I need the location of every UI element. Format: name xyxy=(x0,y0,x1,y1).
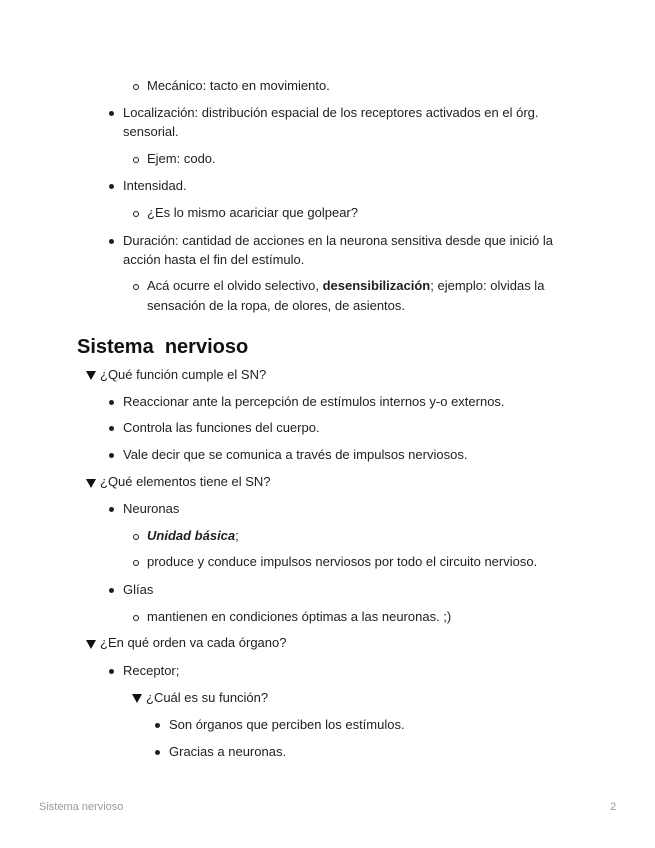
circle-bullet-icon xyxy=(133,157,139,163)
circle-bullet-icon xyxy=(133,84,139,90)
olvido-text-end: ; ejemplo: olvidas la xyxy=(430,278,545,293)
list-item: Controla las funciones del cuerpo. xyxy=(123,420,320,435)
disc-bullet-icon xyxy=(109,453,114,458)
list-item-intensidad: Intensidad. xyxy=(123,178,187,193)
unidad-basica-term: Unidad básica xyxy=(147,528,236,543)
list-item-mecanico: Mecánico: tacto en movimiento. xyxy=(147,78,330,93)
disc-bullet-icon xyxy=(155,723,160,728)
toggle-funcion-summary[interactable]: ¿Qué función cumple el SN? xyxy=(100,367,267,382)
circle-bullet-icon xyxy=(133,615,139,621)
disc-bullet-icon xyxy=(109,507,114,512)
list-item: Reaccionar ante la percepción de estímulos internos y-o externos. xyxy=(123,394,505,409)
list-item: Son órganos que perciben los estímulos. xyxy=(169,717,405,732)
list-item-mantienen: mantienen en condiciones óptimas a las neuronas. ;) xyxy=(147,609,452,624)
list-item-olvido-cont: sensación de la ropa, de olores, de asientos. xyxy=(147,298,406,313)
toggle-funcion-receptor-summary[interactable]: ¿Cuál es su función? xyxy=(146,690,269,705)
list-item-receptor: Receptor; xyxy=(123,663,180,678)
list-item-produce: produce y conduce impulsos nerviosos por todo el circuito nervioso. xyxy=(147,554,538,569)
list-item-neuronas: Neuronas xyxy=(123,501,180,516)
list-item-ejem: Ejem: codo. xyxy=(147,151,216,166)
circle-bullet-icon xyxy=(133,534,139,540)
section-heading: Sistema nervioso xyxy=(77,336,249,358)
unidad-semicolon: ; xyxy=(235,528,239,543)
list-item-localizacion: Localización: distribución espacial de los receptores activados en el órg. xyxy=(123,105,539,120)
disc-bullet-icon xyxy=(109,426,114,431)
list-item: Vale decir que se comunica a través de impulsos nerviosos. xyxy=(123,447,468,462)
olvido-text: Acá ocurre el olvido selectivo, xyxy=(147,278,323,293)
list-item: Gracias a neuronas. xyxy=(169,744,287,759)
disc-bullet-icon xyxy=(155,750,160,755)
list-item-duracion-cont: acción hasta el fin del estímulo. xyxy=(123,252,305,267)
list-item-unidad-basica xyxy=(147,526,239,546)
list-item-duracion: Duración: cantidad de acciones en la neurona sensitiva desde que inició la xyxy=(123,233,554,248)
toggle-elementos-summary[interactable]: ¿Qué elementos tiene el SN? xyxy=(100,474,271,489)
footer-title: Sistema nervioso xyxy=(39,801,124,813)
circle-bullet-icon xyxy=(133,211,139,217)
disc-bullet-icon xyxy=(109,239,114,244)
disc-bullet-icon xyxy=(109,669,114,674)
disc-bullet-icon xyxy=(109,400,114,405)
list-item-olvido xyxy=(147,276,544,296)
desensibilizacion-term: desensibilización xyxy=(322,278,431,293)
toggle-arrow-icon[interactable] xyxy=(86,371,96,380)
disc-bullet-icon xyxy=(109,111,114,116)
toggle-arrow-icon[interactable] xyxy=(86,640,96,649)
disc-bullet-icon xyxy=(109,588,114,593)
toggle-orden-summary[interactable]: ¿En qué orden va cada órgano? xyxy=(100,635,287,650)
toggle-arrow-icon[interactable] xyxy=(132,694,142,703)
list-item-localizacion-cont: sensorial. xyxy=(123,124,179,139)
toggle-arrow-icon[interactable] xyxy=(86,479,96,488)
page-number: 2 xyxy=(610,801,617,813)
disc-bullet-icon xyxy=(109,184,114,189)
list-item-acariciar: ¿Es lo mismo acariciar que golpear? xyxy=(147,205,358,220)
list-item-glias: Glías xyxy=(123,582,154,597)
circle-bullet-icon xyxy=(133,560,139,566)
circle-bullet-icon xyxy=(133,284,139,290)
